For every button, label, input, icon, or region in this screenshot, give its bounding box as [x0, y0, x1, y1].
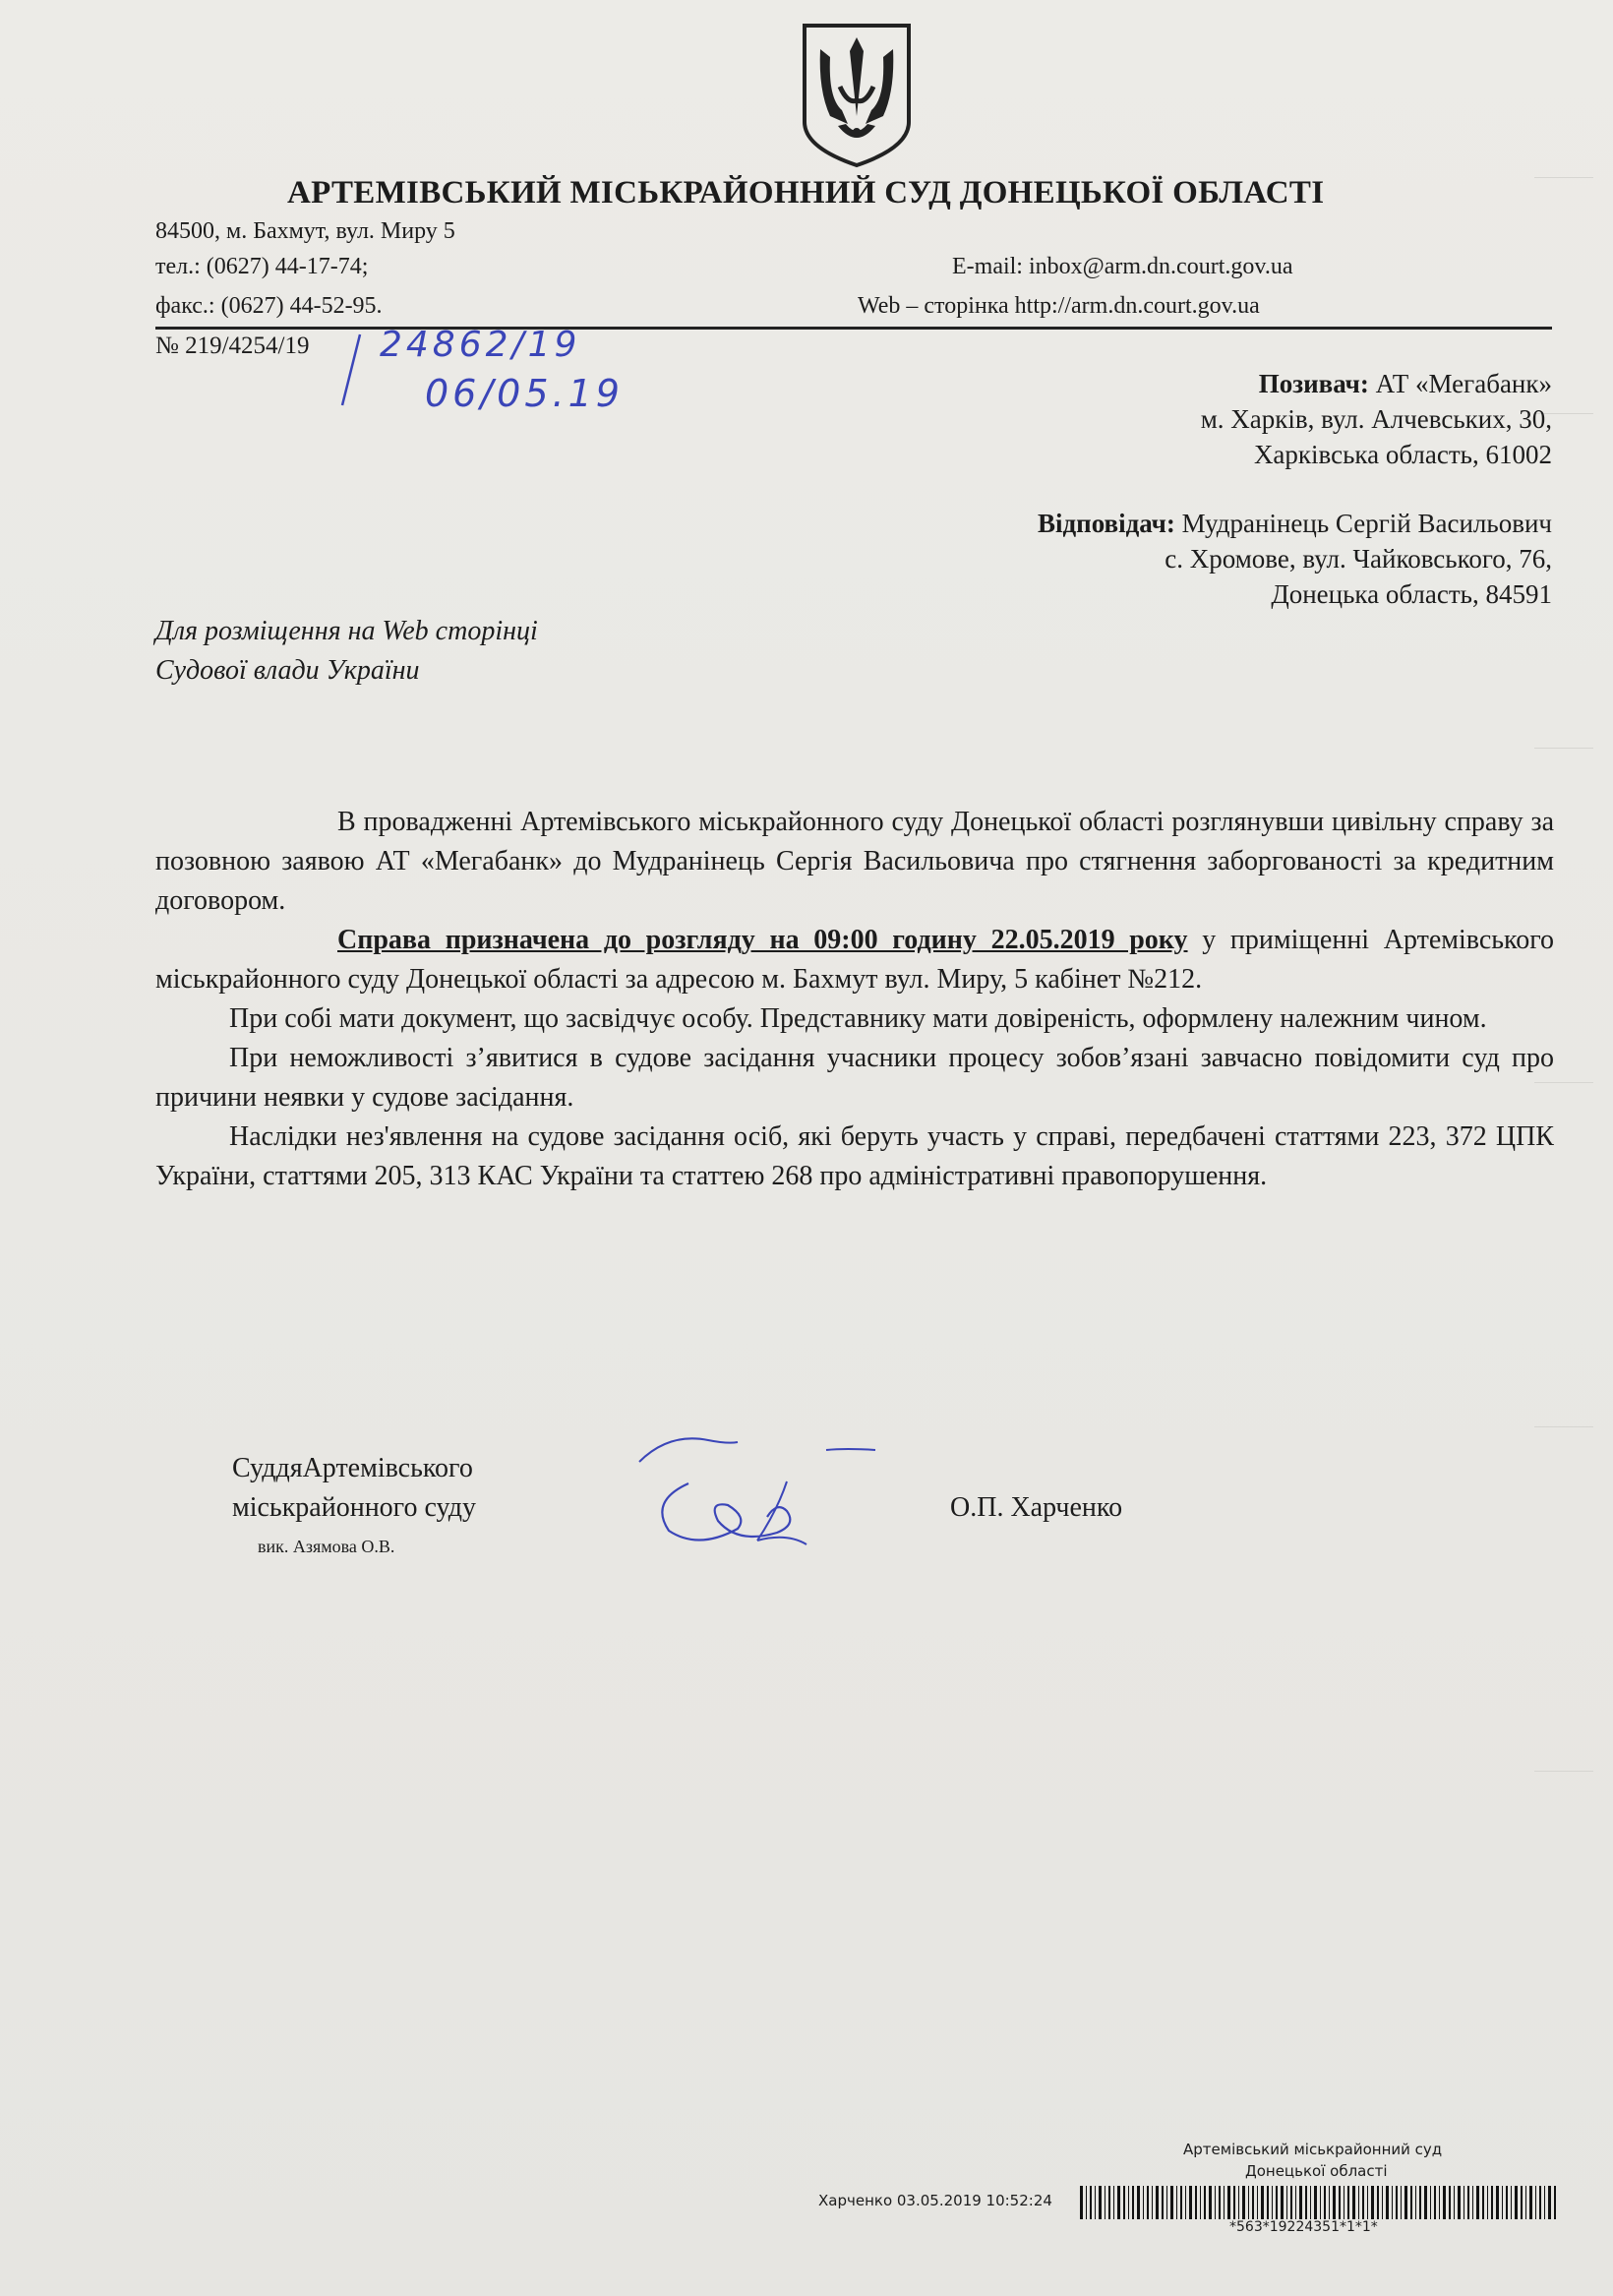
body-paragraph-consequences: Наслідки нез'явлення на судове засідання осіб, які беруть участь у справі, передбачені статтями 223, 372 ЦПК України, статтями 205, 313 КАС України та статтею 268 про адміністративні правопорушення.	[155, 1121, 1554, 1191]
court-address: 84500, м. Бахмут, вул. Миру 5	[155, 218, 455, 244]
court-fax: факс.: (0627) 44-52-95.	[155, 293, 383, 319]
plaintiff-name: АТ «Мегабанк»	[1375, 369, 1552, 398]
court-phone: тел.: (0627) 44-17-74;	[155, 254, 369, 279]
defendant-label: Відповідач:	[1037, 509, 1175, 538]
defendant-address-1: с. Хромове, вул. Чайковського, 76,	[1165, 544, 1552, 574]
publication-note-line-1: Для розміщення на Web сторінці	[155, 616, 538, 646]
body-paragraph-case: В провадженні Артемівського міськрайонного суду Донецької області розглянувши цивільну справу за позовною заявою АТ «Мегабанк» до Мудранінець Сергія Васильовича про стягнення заборгованості за кредитним договором.	[155, 807, 1554, 916]
body-paragraph-hearing	[155, 921, 1554, 999]
defendant-address-2: Донецька область, 84591	[1271, 579, 1552, 609]
body-paragraph-documents: При собі мати документ, що засвідчує особу. Представнику мати довіреність, оформлену належним чином.	[229, 1003, 1487, 1034]
outgoing-number: № 219/4254/19	[155, 332, 310, 359]
stamp-registration-info: Харченко 03.05.2019 10:52:24	[818, 2192, 1052, 2209]
header-divider	[155, 327, 1552, 330]
plaintiff-block	[1201, 366, 1552, 472]
signature-title-1: СуддяАртемівського	[232, 1453, 473, 1483]
coat-of-arms-icon	[799, 22, 915, 169]
publication-note-line-2: Судової влади України	[155, 655, 420, 686]
judge-name: О.П. Харченко	[950, 1492, 1123, 1523]
court-email: E-mail: inbox@arm.dn.court.gov.ua	[952, 254, 1293, 279]
letter-body	[155, 803, 1554, 1196]
handwritten-signature-icon	[629, 1422, 885, 1560]
hearing-location-text: у приміщенні Артемівського міськрайонного суду Донецької області за адресою м. Бахмут вул. Миру, 5 кабінет №212.	[155, 925, 1554, 995]
handwritten-incoming-date: 06/05.19	[425, 372, 624, 415]
hearing-date-text: Справа призначена до розгляду на 09:00 годину 22.05.2019 року	[337, 925, 1188, 955]
signature-title-2: міськрайонного суду	[232, 1492, 477, 1523]
stamp-court-name-1: Артемівський міськрайонний суд	[1183, 2141, 1443, 2158]
plaintiff-address-1: м. Харків, вул. Алчевських, 30,	[1200, 404, 1552, 434]
barcode-caption: *563*19224351*1*1*	[1229, 2219, 1378, 2235]
handwritten-incoming-number: 24862/19	[380, 325, 581, 365]
body-paragraph-absence: При неможливості з’явитися в судове засідання учасники процесу зобов’язані завчасно повідомити суд про причини неявки у судове засідання.	[155, 1043, 1554, 1113]
stamp-court-name-2: Донецької області	[1245, 2162, 1388, 2180]
barcode-icon	[1080, 2186, 1558, 2219]
court-website: Web – сторінка http://arm.dn.court.gov.ua	[858, 293, 1260, 319]
defendant-name: Мудранінець Сергій Васильович	[1181, 509, 1552, 538]
plaintiff-label: Позивач:	[1258, 369, 1369, 398]
executor-name: вик. Азямова О.В.	[258, 1537, 395, 1556]
handwritten-slash-icon	[334, 331, 364, 409]
defendant-block	[1038, 506, 1552, 612]
plaintiff-address-2: Харківська область, 61002	[1253, 440, 1552, 469]
court-name: АРТЕМІВСЬКИЙ МІСЬКРАЙОННИЙ СУД ДОНЕЦЬКОЇ ОБЛАСТІ	[287, 175, 1325, 211]
